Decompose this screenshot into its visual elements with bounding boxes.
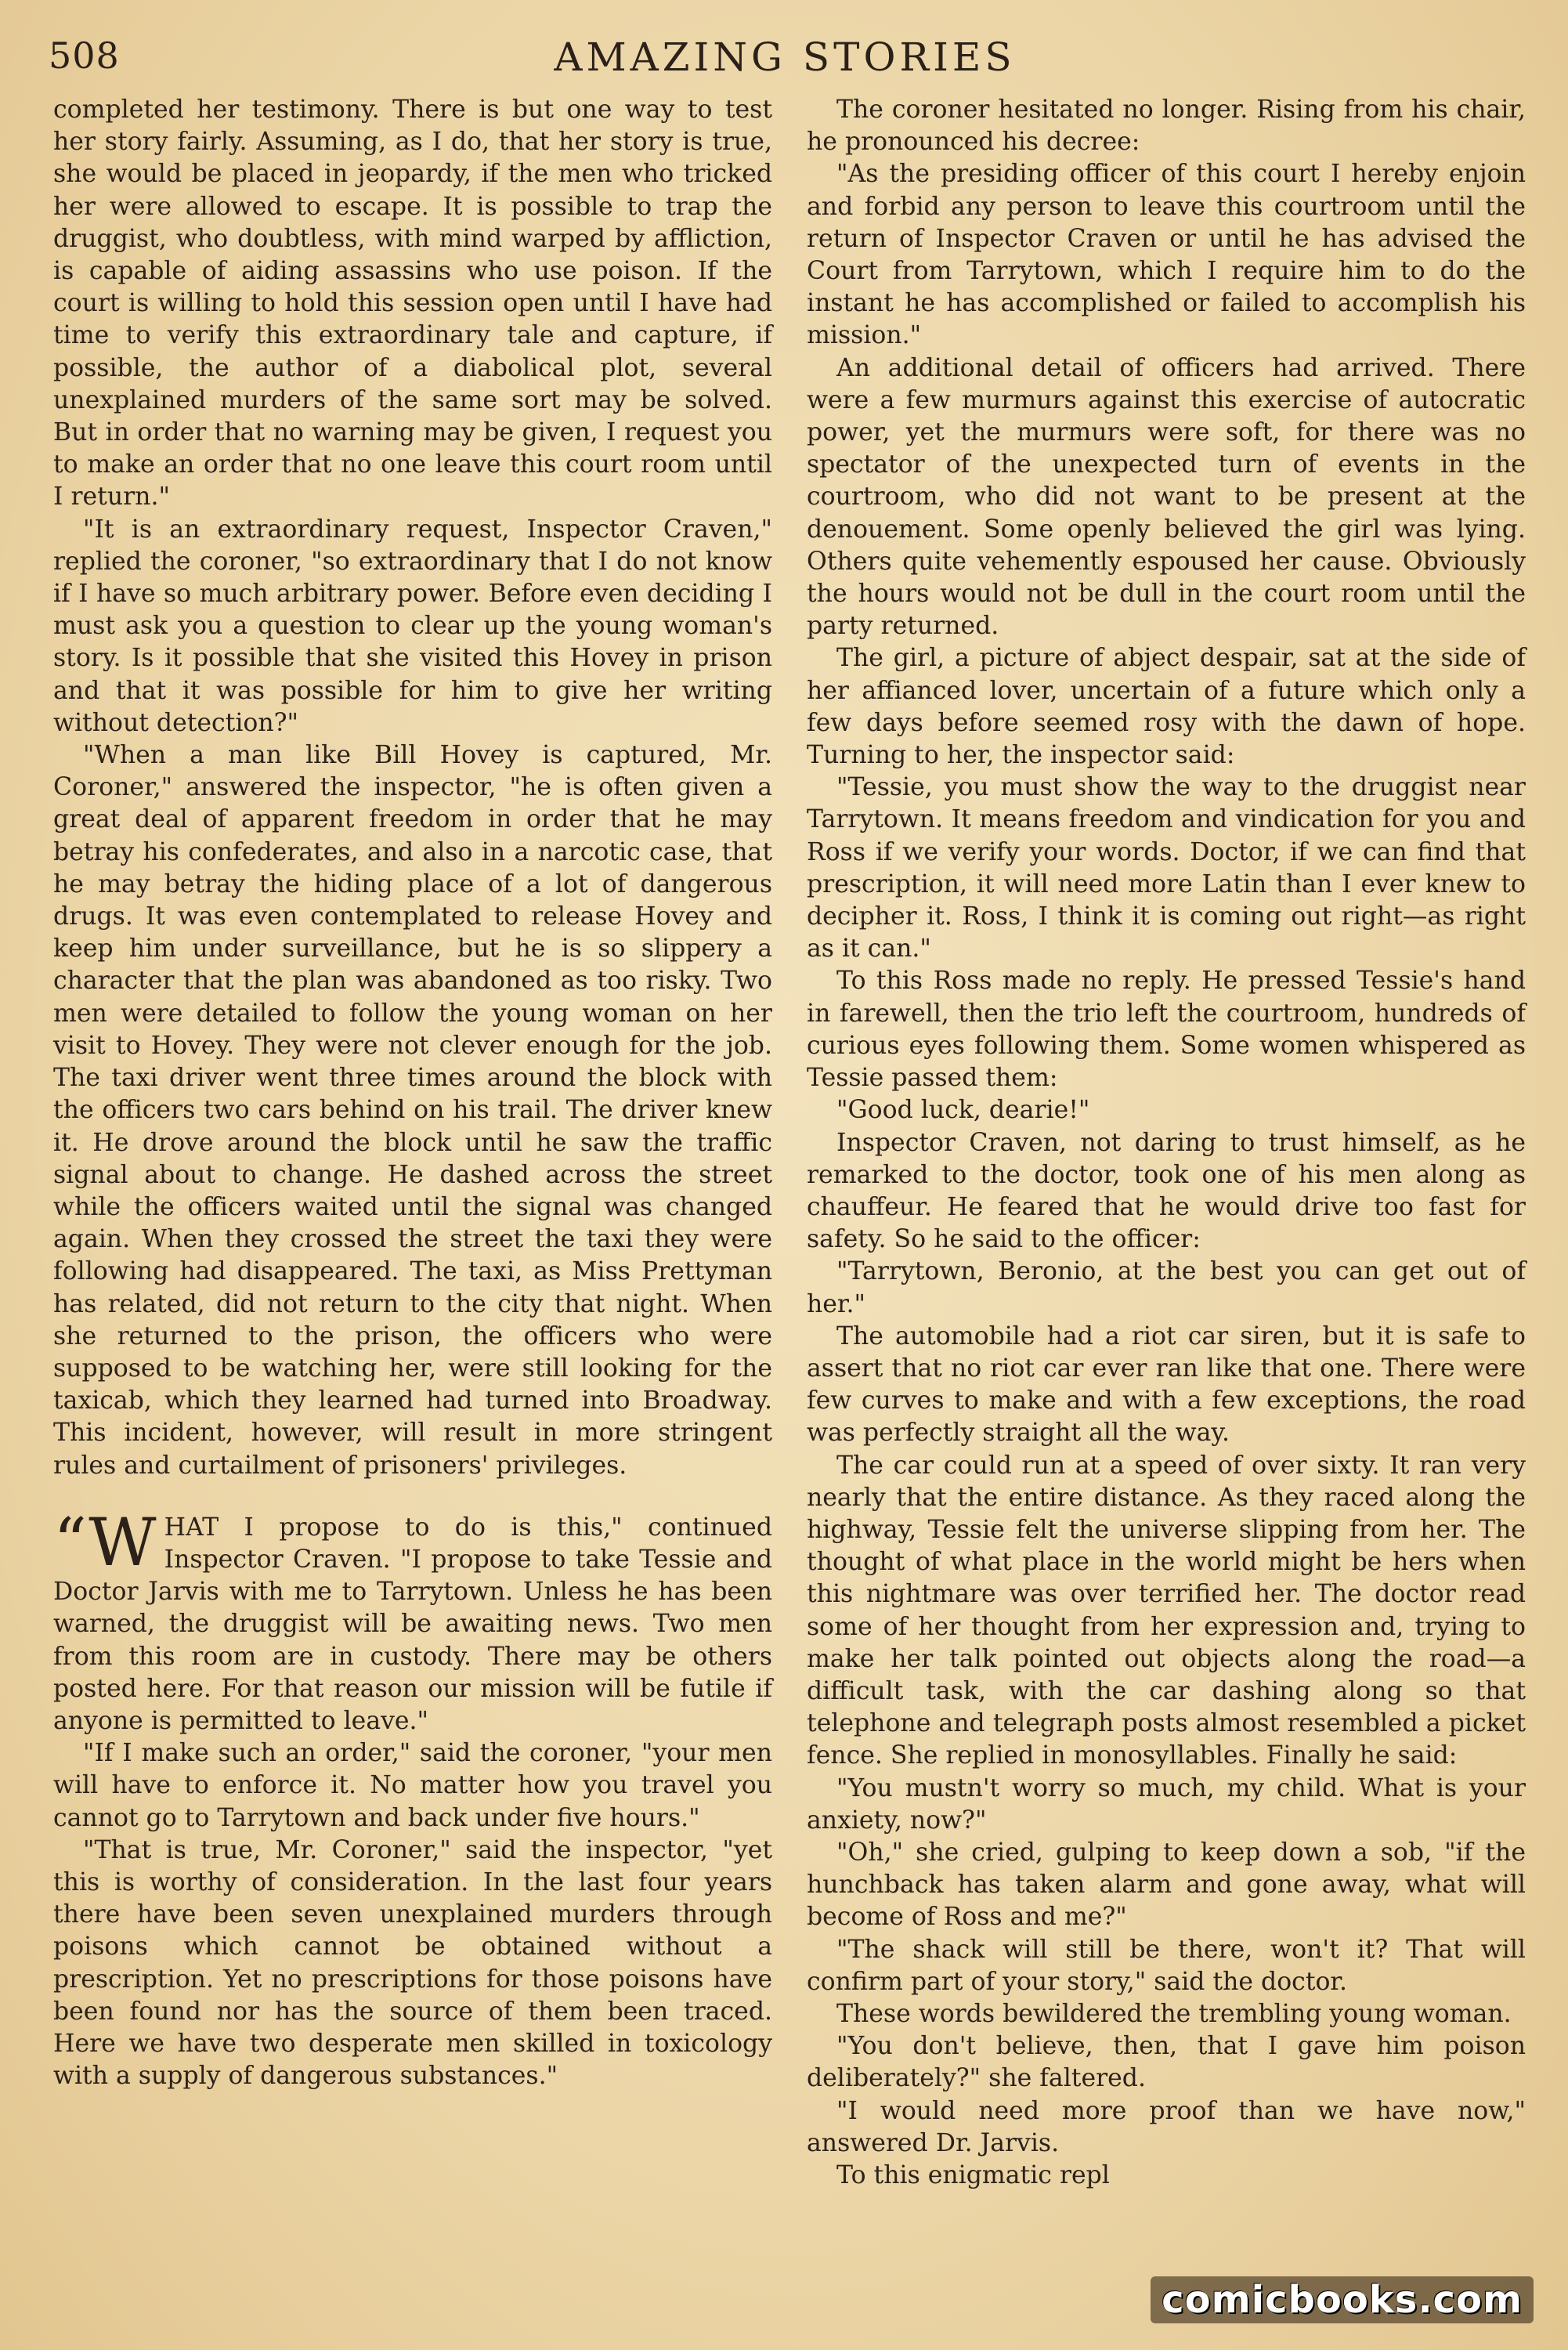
- paragraph: "The shack will still be there, won't it? That will confirm part of your story," said the doctor.: [807, 1935, 1526, 1996]
- paragraph: "Oh," she cried, gulping to keep down a sob, "if the hunchback has taken alarm and gone away, what will become of Ross and me?": [807, 1838, 1526, 1932]
- paragraph: "Good luck, dearie!": [836, 1096, 1090, 1125]
- paragraph: "That is true, Mr. Coroner," said the inspector, "yet this is worthy of consideration. In the last four years there have been seven unexplained murders through poisons which cannot be obtained without a prescription. Yet no prescriptions for those poisons have been found nor has the source of them been traced. Here we have two desperate men skilled in toxicology with a supply of dangerous substances.": [53, 1835, 772, 2091]
- paragraph: "Tarrytown, Beronio, at the best you can get out of her.": [807, 1257, 1526, 1318]
- paragraph: An additional detail of officers had arrived. There were a few murmurs against this exercise of autocratic power, yet the murmurs were soft, for there was no spectator of the unexpected turn of events in the courtroom, who did not want to be present at the denouement. Some openly believed the girl was lying. Others quite vehemently espoused her cause. Obviously the hours would not be dull in the court room until the party returned.: [807, 353, 1526, 641]
- paragraph: The automobile had a riot car siren, but it is safe to assert that no riot car ever ran like that one. There were few curves to make and with a few exceptions, the road was perfectly straight all the way.: [807, 1321, 1526, 1448]
- paragraph: The car could run at a speed of over sixty. It ran very nearly that the entire distance. As they raced along the highway, Tessie felt the universe slipping from her. The thought of what place in the world might be hers when this nightmare was over terrified her. The doctor read some of her thought from her expression and, trying to make her talk pointed out objects along the road—a difficult task, with the car dashing along so that telephone and telegraph posts almost resembled a picket fence. She replied in monosyllables. Finally he said:: [807, 1451, 1526, 1770]
- paragraph: "You don't believe, then, that I gave him poison deliberately?" she faltered.: [807, 2032, 1526, 2093]
- page-number: 508: [49, 34, 120, 77]
- paragraph: "I would need more proof than we have now," answered Dr. Jarvis.: [807, 2096, 1526, 2157]
- drop-cap: “W: [53, 1503, 157, 1581]
- paragraph: Inspector Craven, not daring to trust himself, as he remarked to the doctor, took one of his men along as chauffeur. He feared that he would drive too fast for safety. So he said to the officer:: [807, 1128, 1526, 1254]
- page-header: [49, 27, 1521, 89]
- paragraph: "You mustn't worry so much, my child. What is your anxiety, now?": [807, 1773, 1526, 1835]
- paragraph: The coroner hesitated no longer. Rising from his chair, he pronounced his decree:: [807, 96, 1526, 157]
- paragraph: "If I make such an order," said the coroner, "your men will have to enforce it. No matter how you travel you cannot go to Tarrytown and back under five hours.": [53, 1739, 772, 1832]
- magazine-title: AMAZING STORIES: [554, 34, 1016, 80]
- paragraph: "When a man like Bill Hovey is captured, Mr. Coroner," answered the inspector, "he is often given a great deal of apparent freedom in order that he may betray his confederates, and also in a narcotic case, that he may betray the hiding place of a lot of dangerous drugs. It was even contemplated to release Hovey and keep him under surveillance, but he is so slippery a character that the plan was abandoned as too risky. Two men were detailed to follow the young woman on her visit to Hovey. They were not clever enough for the job. The taxi driver went three times around the block with the officers two cars behind on his trail. The driver knew it. He drove around the block until he saw the traffic signal about to change. He dashed across the street while the officers waited until the signal was changed again. When they crossed the street the taxi they were following had disappeared. The taxi, as Miss Prettyman has related, did not return to the city that night. When she returned to the prison, the officers who were supposed to be watching her, were still looking for the taxicab, which they learned had turned into Broadway. This incident, however, will result in more stringent rules and curtailment of prisoners' privileges.: [53, 741, 772, 1480]
- paragraph: The girl, a picture of abject despair, sat at the side of her affianced lover, uncertain of a future which only a few days before seemed rosy with the dawn of hope. Turning to her, the inspector said:: [807, 644, 1526, 770]
- paragraph: "As the presiding officer of this court I hereby enjoin and forbid any person to leave this courtroom until the return of Inspector Craven or until he has advised the Court from Tarrytown, which I require him to do the instant he has accomplished or failed to accomplish his mission.": [807, 160, 1526, 350]
- paragraph: completed her testimony. There is but one way to test her story fairly. Assuming, as I do, that her story is true, she would be placed in jeopardy, if the men who tricked her were allowed to escape. It is possible to trap the druggist, who doubtless, with mind warped by affliction, is capable of aiding assassins who use poison. If the court is willing to hold this session open until I have had time to verify this extraordinary tale and capture, if possible, the author of a diabolical plot, several unexplained murders of the same sort may be solved. But in order that no warning may be given, I request you to make an order that no one leave this court room until I return.": [53, 96, 772, 512]
- right-column: [807, 94, 1526, 2192]
- site-watermark: comicbooks.com: [1151, 2276, 1534, 2323]
- paragraph: These words bewildered the trembling young woman.: [836, 1999, 1512, 2028]
- section-opening-text: HAT I propose to do is this," continued Inspector Craven. "I propose to take Tessie and Doctor Jarvis with me to Tarrytown. Unless he has been warned, the druggist will be awaiting news. Two men from this room are in custody. There may be others posted here. For that reason our mission will be futile if anyone is permitted to leave.": [53, 1513, 772, 1735]
- paragraph: To this enigmatic repl: [836, 2161, 1110, 2189]
- paragraph: To this Ross made no reply. He pressed Tessie's hand in farewell, then the trio left the courtroom, hundreds of curious eyes following them. Some women whispered as Tessie passed them:: [807, 967, 1526, 1093]
- paragraph: "Tessie, you must show the way to the druggist near Tarrytown. It means freedom and vindication for you and Ross if we verify your words. Doctor, if we can find that prescription, it will need more Latin than I ever knew to decipher it. Ross, I think it is coming out right—as right as it can.": [807, 773, 1526, 964]
- left-column: [53, 94, 772, 2092]
- section-opening-paragraph: [53, 1503, 772, 1737]
- paragraph: "It is an extraordinary request, Inspector Craven," replied the coroner, "so extraordinary that I do not know if I have so much arbitrary power. Before even deciding I must ask you a question to clear up the young woman's story. Is it possible that she visited this Hovey in prison and that it was possible for him to give her writing without detection?": [53, 515, 772, 737]
